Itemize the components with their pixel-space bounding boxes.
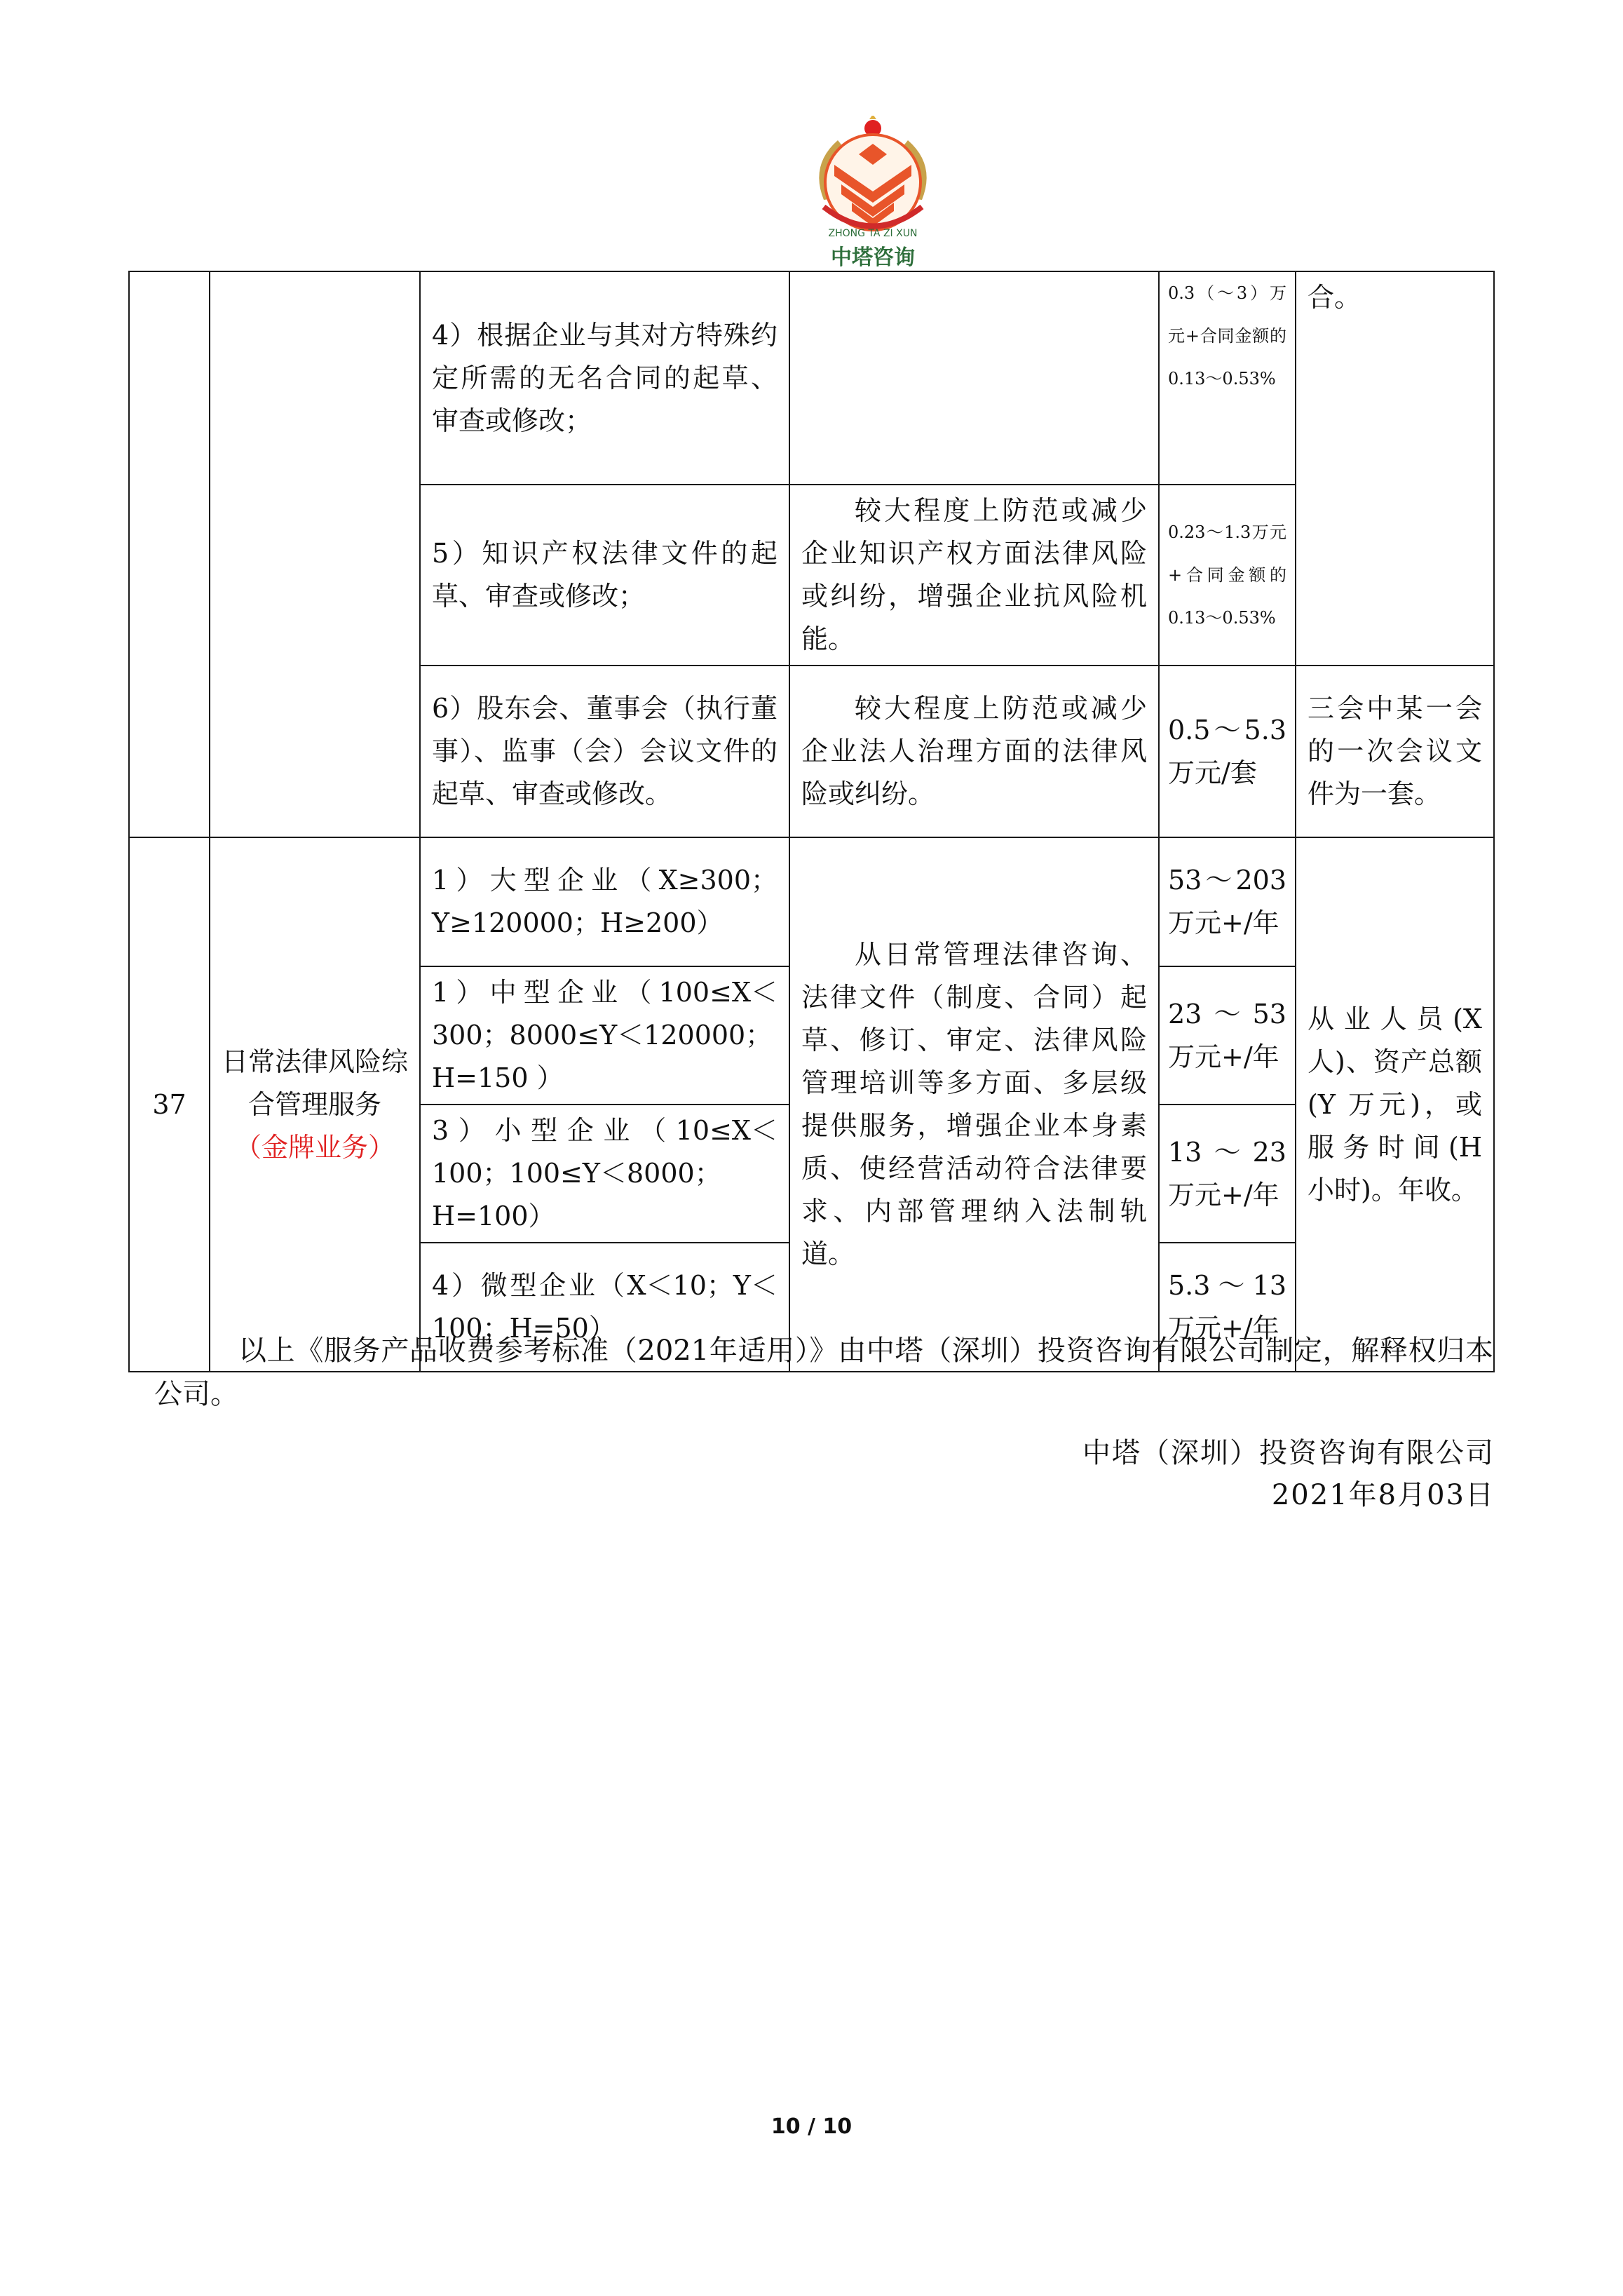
price-cell: 5.3～13万元+/年 [1159, 1243, 1296, 1372]
page-number: 10 / 10 [770, 2114, 853, 2139]
service-name: 日常法律风险综合管理服务 [222, 1046, 409, 1120]
table-row [129, 271, 1494, 485]
effect-cell: 较大程度上防范或减少企业知识产权方面法律风险或纠纷，增强企业抗风险机能。 [789, 485, 1159, 666]
service-name-cell [210, 271, 420, 837]
item-cell: 1）中型企业（100≤X＜300；8000≤Y＜120000；H=150 ） [420, 966, 789, 1105]
price-cell: 23～53万元+/年 [1159, 966, 1296, 1105]
logo-caption: 中塔咨询 [831, 245, 915, 270]
price-cell: 0.3（～3）万元+合同金额的0.13～0.53% [1159, 271, 1296, 485]
number-cell [129, 271, 210, 837]
item-cell: 6）股东会、董事会（执行董事）、监事（会）会议文件的起草、审查或修改。 [420, 666, 789, 837]
note-cell: 从业人员(X人)、资产总额(Y 万元)，或服务时间(H 小时)。年收。 [1296, 837, 1494, 1372]
gold-service-badge: （金牌业务） [234, 1131, 395, 1163]
effect-cell [789, 271, 1159, 485]
item-cell: 3）小型企业（10≤X＜100；100≤Y＜8000；H=100） [420, 1105, 789, 1243]
effect-cell: 较大程度上防范或减少企业法人治理方面的法律风险或纠纷。 [789, 666, 1159, 837]
footnote: 以上《服务产品收费参考标准（2021年适用）》由中塔（深圳）投资咨询有限公司制定，解释权归本公司。 [154, 1335, 1493, 1410]
fee-table [128, 271, 1495, 1372]
table-row [129, 837, 1494, 966]
price-cell: 53～203万元+/年 [1159, 837, 1296, 966]
price-cell: 0.5～5.3万元/套 [1159, 666, 1296, 837]
item-cell: 4）微型企业（X＜10；Y＜100；H=50） [420, 1243, 789, 1372]
signature-date: 2021年8月03日 [1271, 1479, 1495, 1511]
item-cell: 4）根据企业与其对方特殊约定所需的无名合同的起草、审查或修改； [420, 271, 789, 485]
service-name-cell [210, 837, 420, 1372]
item-cell: 1）大型企业（X≥300；Y≥120000；H≥200） [420, 837, 789, 966]
note-cell: 三会中某一会的一次会议文件为一套。 [1296, 666, 1494, 837]
effect-cell: 从日常管理法律咨询、法律文件（制度、合同）起草、修订、审定、法律风险管理培训等多方面、多层级提供服务，增强企业本身素质、使经营活动符合法律要求、内部管理纳入法制轨道。 [789, 837, 1159, 1372]
number-cell: 37 [129, 837, 210, 1372]
signature-company: 中塔（深圳）投资咨询有限公司 [1082, 1437, 1495, 1469]
price-cell: 13～23万元+/年 [1159, 1105, 1296, 1243]
price-cell: 0.23～1.3万元+合同金额的0.13～0.53% [1159, 485, 1296, 666]
note-cell: 合。 [1296, 271, 1494, 666]
item-cell: 5）知识产权法律文件的起草、审查或修改； [420, 485, 789, 666]
logo-ring-text: ZHONG TA ZI XUN [828, 228, 918, 239]
